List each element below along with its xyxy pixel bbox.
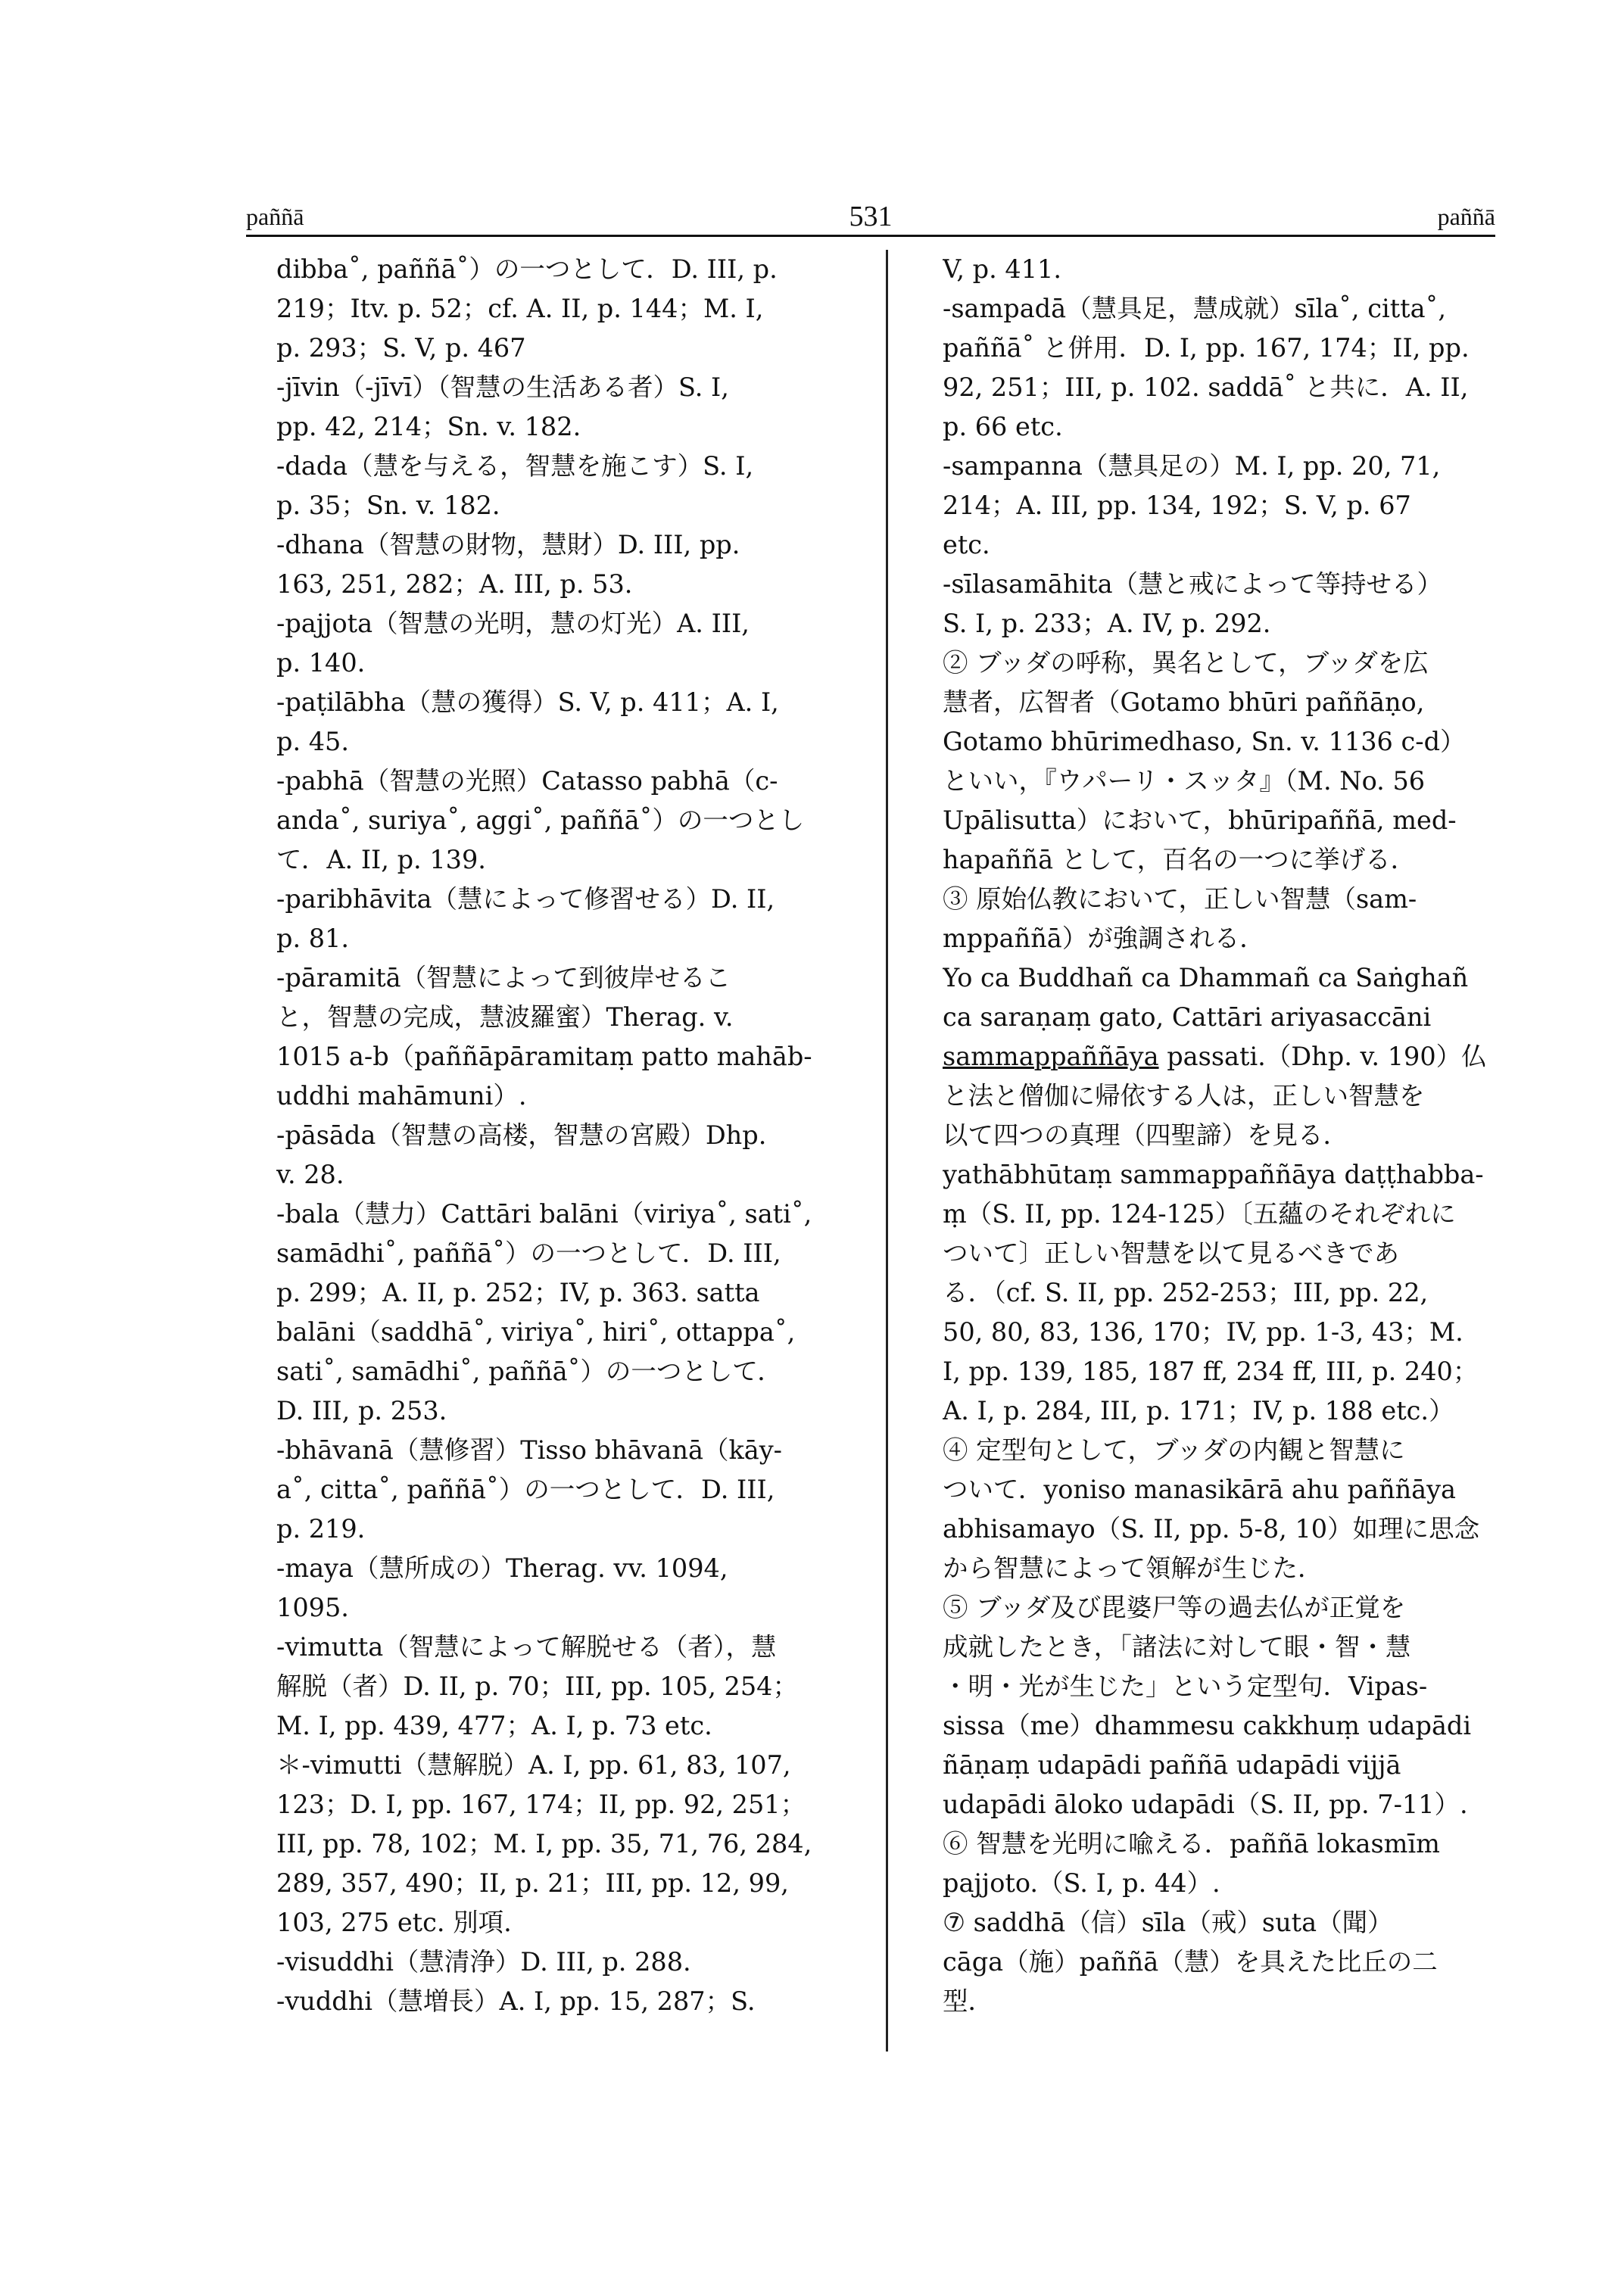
left-column-line: v. 28. bbox=[276, 1160, 344, 1189]
left-column-line: -jīvin（-jīvī）（智慧の生活ある者）S. I, bbox=[276, 372, 729, 402]
right-column-line: 型． bbox=[943, 1986, 993, 2016]
right-column-line: ③ 原始仏教において，正しい智慧（sam- bbox=[943, 884, 1417, 914]
right-column-line: ・明・光が生じた」という定型句．Vipas- bbox=[943, 1671, 1428, 1701]
left-column-line: p. 45. bbox=[276, 727, 350, 756]
left-column-line: -pāramitā（智慧によって到彼岸せるこ bbox=[276, 963, 731, 992]
right-column-line: 50, 80, 83, 136, 170；IV, pp. 1-3, 43；M. bbox=[943, 1317, 1463, 1347]
underlined-term: sammappaññāya bbox=[943, 1042, 1159, 1071]
right-column-line: Yo ca Buddhañ ca Dhammañ ca Saṅghañ bbox=[943, 963, 1469, 992]
right-column-line: から智慧によって領解が生じた． bbox=[943, 1553, 1323, 1583]
right-column-line: -sampanna（慧具足の）M. I, pp. 20, 71, bbox=[943, 451, 1441, 481]
right-column-line: p. 66 etc. bbox=[943, 412, 1063, 441]
left-column-line: -pabhā（智慧の光照）Catasso pabhā（c- bbox=[276, 766, 778, 796]
left-column-line: -pajjota（智慧の光明，慧の灯光）A. III, bbox=[276, 609, 750, 638]
left-column-line: -vuddhi（慧増長）A. I, pp. 15, 287；S. bbox=[276, 1986, 756, 2016]
left-column-line: て．A. II, p. 139. bbox=[276, 845, 486, 874]
right-column-line: S. I, p. 233；A. IV, p. 292. bbox=[943, 609, 1271, 638]
left-column-line: D. III, p. 253. bbox=[276, 1396, 447, 1425]
left-column-line: と，智慧の完成，慧波羅蜜）Therag. v. bbox=[276, 1002, 734, 1032]
right-column-line: cāga（施）paññā（慧）を具えた比丘の二 bbox=[943, 1947, 1438, 1977]
right-column-line: mppaññā）が強調される． bbox=[943, 924, 1265, 953]
right-column-line: る．（cf. S. II, pp. 252-253；III, pp. 22, bbox=[943, 1278, 1429, 1307]
left-column-line: 163, 251, 282；A. III, p. 53. bbox=[276, 569, 633, 599]
left-column-line: pp. 42, 214；Sn. v. 182. bbox=[276, 412, 581, 441]
left-column-line: 289, 357, 490；II, p. 21；III, pp. 12, 99, bbox=[276, 1868, 789, 1898]
right-column-line: 以て四つの真理（四聖諦）を見る． bbox=[943, 1120, 1348, 1150]
right-column-line: ⑤ ブッダ及び毘婆尸等の過去仏が正覚を bbox=[943, 1593, 1406, 1622]
left-column-line: samādhi˚, paññā˚）の一つとして．D. III, bbox=[276, 1238, 781, 1268]
right-column-line: yathābhūtaṃ sammappaññāya daṭṭhabba- bbox=[943, 1160, 1484, 1189]
left-column-line: -bhāvanā（慧修習）Tisso bhāvanā（kāy- bbox=[276, 1435, 782, 1465]
right-column-line: paññā˚ と併用．D. I, pp. 167, 174；II, pp. bbox=[943, 333, 1470, 363]
left-column-line: p. 219. bbox=[276, 1514, 366, 1544]
header-right-word: paññā bbox=[1437, 203, 1495, 230]
left-column-line: -paribhāvita（慧によって修習せる）D. II, bbox=[276, 884, 775, 914]
right-column-line: -sampadā（慧具足，慧成就）sīla˚, citta˚, bbox=[943, 294, 1446, 323]
right-column-line: pajjoto.（S. I, p. 44）. bbox=[943, 1868, 1220, 1898]
right-column-line: 92, 251；III, p. 102. saddā˚ と共に．A. II, bbox=[943, 372, 1469, 402]
right-column-line: hapaññā として，百名の一つに挙げる． bbox=[943, 845, 1417, 874]
right-column-line: 成就したとき，「諸法に対して眼・智・慧 bbox=[943, 1632, 1411, 1662]
right-column-line: Upālisutta）において，bhūripaññā, med- bbox=[943, 805, 1457, 835]
left-column-line: -pāsāda（智慧の高楼，智慧の宮殿）Dhp. bbox=[276, 1120, 767, 1150]
left-column-line: sati˚, samādhi˚, paññā˚）の一つとして． bbox=[276, 1357, 783, 1386]
right-column-line: udapādi āloko udapādi（S. II, pp. 7-11）. bbox=[943, 1790, 1468, 1819]
right-column-line: ④ 定型句として，ブッダの内観と智慧に bbox=[943, 1435, 1405, 1465]
left-column-line: 103, 275 etc. 別項. bbox=[276, 1908, 512, 1937]
left-column-line: dibba˚, paññā˚）の一つとして．D. III, p. bbox=[276, 254, 778, 284]
right-column-line: -sīlasamāhita（慧と戒によって等持せる） bbox=[943, 569, 1443, 599]
left-column-line: 解脱（者）D. II, p. 70；III, pp. 105, 254； bbox=[276, 1671, 798, 1701]
left-column-line: M. I, pp. 439, 477；A. I, p. 73 etc. bbox=[276, 1711, 712, 1740]
page-header bbox=[246, 198, 1495, 235]
right-column-line: ついて〕正しい智慧を以て見るべきであ bbox=[943, 1238, 1399, 1268]
left-column-line: -vimutta（智慧によって解脱せる（者），慧 bbox=[276, 1632, 777, 1662]
left-column-line: -visuddhi（慧清浄）D. III, p. 288. bbox=[276, 1947, 691, 1977]
right-column-line: I, pp. 139, 185, 187 ff, 234 ff, III, p. 240； bbox=[943, 1357, 1479, 1386]
left-column-line: p. 299；A. II, p. 252；IV, p. 363. satta bbox=[276, 1278, 760, 1307]
header-left-word: paññā bbox=[246, 203, 304, 230]
left-column-line: -maya（慧所成の）Therag. vv. 1094, bbox=[276, 1553, 728, 1583]
left-column-line: anda˚, suriya˚, aggi˚, paññā˚）の一つとし bbox=[276, 805, 805, 835]
left-column-line: p. 293；S. V, p. 467 bbox=[276, 333, 526, 363]
right-column-line: 慧者，広智者（Gotamo bhūri paññāṇo, bbox=[943, 687, 1425, 717]
left-column-line: 123；D. I, pp. 167, 174；II, pp. 92, 251； bbox=[276, 1790, 806, 1819]
left-column-line: -bala（慧力）Cattāri balāni（viriya˚, sati˚, bbox=[276, 1199, 812, 1229]
left-column bbox=[276, 250, 882, 2021]
right-column-line: ついて．yoniso manasikārā ahu paññāya bbox=[943, 1475, 1457, 1504]
left-column-line: a˚, citta˚, paññā˚）の一つとして．D. III, bbox=[276, 1475, 775, 1504]
left-column-line: ＊-vimutti（慧解脱）A. I, pp. 61, 83, 107, bbox=[276, 1750, 791, 1780]
right-column-line bbox=[943, 1037, 1548, 1076]
right-column-line: と法と僧伽に帰依する人は，正しい智慧を bbox=[943, 1081, 1425, 1111]
left-column-line: 1095. bbox=[276, 1593, 349, 1622]
right-column-line: といい，『ウパーリ・スッタ』（M. No. 56 bbox=[943, 766, 1426, 796]
underlined-line-rest: passati.（Dhp. v. 190）仏 bbox=[1158, 1042, 1487, 1071]
left-column-line: 1015 a-b（paññāpāramitaṃ patto mahāb- bbox=[276, 1042, 812, 1071]
column-divider bbox=[886, 250, 888, 2052]
right-column-line: ⑦ saddhā（信）sīla（戒）suta（聞） bbox=[943, 1908, 1393, 1937]
left-column-line: 219；Itv. p. 52；cf. A. II, p. 144；M. I, bbox=[276, 294, 764, 323]
right-column-line: abhisamayo（S. II, pp. 5-8, 10）如理に思念 bbox=[943, 1514, 1480, 1544]
right-column-line: 214；A. III, pp. 134, 192；S. V, p. 67 bbox=[943, 491, 1411, 520]
right-column-line: ca saraṇaṃ gato, Cattāri ariyasaccāni bbox=[943, 1002, 1432, 1032]
right-column bbox=[943, 250, 1548, 2021]
left-column-line: p. 35；Sn. v. 182. bbox=[276, 491, 500, 520]
right-column-line: ñāṇaṃ udapādi paññā udapādi vijjā bbox=[943, 1750, 1401, 1780]
left-column-line: p. 81. bbox=[276, 924, 350, 953]
right-column-line: etc. bbox=[943, 530, 990, 559]
right-column-line: V, p. 411. bbox=[943, 254, 1061, 284]
header-rule bbox=[246, 235, 1495, 237]
left-column-line: -dada（慧を与える，智慧を施こす）S. I, bbox=[276, 451, 754, 481]
page-number: 531 bbox=[849, 201, 893, 232]
left-column-line: III, pp. 78, 102；M. I, pp. 35, 71, 76, 284, bbox=[276, 1829, 812, 1858]
right-column-line: sissa（me）dhammesu cakkhuṃ udapādi bbox=[943, 1711, 1472, 1740]
left-column-line: uddhi mahāmuni）. bbox=[276, 1081, 527, 1111]
left-column-line: balāni（saddhā˚, viriya˚, hiri˚, ottappa˚, bbox=[276, 1317, 796, 1347]
right-column-line: Gotamo bhūrimedhaso, Sn. v. 1136 c-d） bbox=[943, 727, 1466, 756]
right-column-line: ⑥ 智慧を光明に喩える．paññā lokasmīm bbox=[943, 1829, 1440, 1858]
right-column-line: A. I, p. 284, III, p. 171；IV, p. 188 etc.） bbox=[943, 1396, 1454, 1425]
left-column-line: p. 140. bbox=[276, 648, 366, 678]
right-column-line: ② ブッダの呼称，異名として，ブッダを広 bbox=[943, 648, 1429, 678]
left-column-line: -dhana（智慧の財物，慧財）D. III, pp. bbox=[276, 530, 740, 559]
right-column-line: ṃ（S. II, pp. 124-125）〔五蘊のそれぞれに bbox=[943, 1199, 1456, 1229]
left-column-line: -paṭilābha（慧の獲得）S. V, p. 411；A. I, bbox=[276, 687, 779, 717]
